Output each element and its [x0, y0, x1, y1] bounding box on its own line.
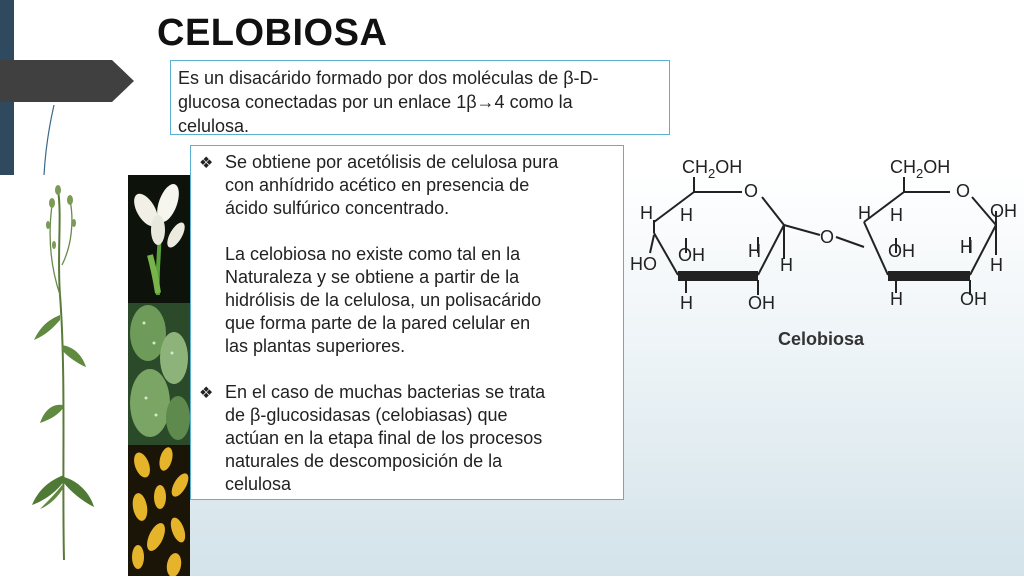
ring1-ch2oh-label: $CH_2OH$	[682, 157, 743, 181]
diamond-bullet-icon: ❖	[199, 385, 214, 402]
ring1-oxygen: O	[744, 181, 759, 201]
diamond-bullet-icon: ❖	[199, 155, 214, 172]
bullet-line: En el caso de muchas bacterias se trata	[225, 382, 546, 402]
bullet-line: celulosa	[225, 474, 292, 494]
glycosidic-bridge-oxygen: O	[820, 227, 835, 247]
decorative-line	[42, 105, 56, 175]
flower-photo	[128, 175, 190, 303]
bullet-line: naturales de descomposición de la	[225, 451, 503, 471]
content-text-box	[190, 145, 624, 500]
title-arrow-decoration	[0, 60, 134, 102]
ring1-oh-label: OH	[678, 245, 705, 265]
photo-strip	[128, 175, 190, 576]
bullet-text	[225, 151, 615, 220]
bullet-line: con anhídrido acético en presencia de	[225, 175, 530, 195]
ring2-oh-label: OH	[960, 289, 987, 309]
ring2-h-label: H	[990, 255, 1003, 275]
paragraph	[225, 243, 615, 358]
ring2-oh-label: OH	[888, 241, 915, 261]
ring1-h-label: H	[748, 241, 761, 261]
ring1-h-label: H	[780, 255, 793, 275]
paragraph-line: hidrólisis de la celulosa, un polisacárido	[225, 290, 542, 310]
ring2-oxygen: O	[956, 181, 971, 201]
ring2-oh-label: OH	[990, 201, 1017, 221]
diagram-caption: Celobiosa	[778, 329, 865, 349]
plant-illustration	[0, 175, 128, 576]
intro-line: Es un disacárido formado por dos moléculas de β-D-	[178, 68, 599, 88]
ring1-ho-label: HO	[630, 254, 657, 274]
cactus-photo	[128, 303, 190, 445]
bullet-text	[225, 381, 615, 496]
ring2-h-label: H	[858, 203, 871, 223]
intro-line: celulosa.	[178, 116, 250, 136]
ring2-h-label: H	[890, 205, 903, 225]
spores-photo	[128, 445, 190, 576]
paragraph-line: La celobiosa no existe como tal en la	[225, 244, 521, 264]
ring2-ch2oh-label: $CH_2OH$	[890, 157, 951, 181]
ring1-h-label: H	[640, 203, 653, 223]
ring1-h-label: H	[680, 205, 693, 225]
ring2-h-label: H	[890, 289, 903, 309]
slide-title: CELOBIOSA	[157, 12, 388, 54]
plant-illustration-panel	[0, 175, 128, 576]
bullet-line: actúan en la etapa final de los procesos	[225, 428, 543, 448]
bullet-item	[199, 151, 615, 220]
bullet-line: de β-glucosidasas (celobiasas) que	[225, 405, 508, 425]
intro-line: glucosa conectadas por un enlace 1β→4 como la	[178, 92, 573, 112]
cellobiose-structure-diagram	[620, 145, 1024, 375]
bullet-line: Se obtiene por acetólisis de celulosa pura	[225, 152, 559, 172]
intro-text-box	[170, 60, 670, 135]
paragraph-line: que forma parte de la pared celular en	[225, 313, 531, 333]
ring1-h-label: H	[680, 293, 693, 313]
paragraph-line: Naturaleza y se obtiene a partir de la	[225, 267, 520, 287]
ring1-oh-label: OH	[748, 293, 775, 313]
ring2-h-label: H	[960, 237, 973, 257]
bullet-item	[199, 381, 615, 496]
paragraph-line: las plantas superiores.	[225, 336, 406, 356]
bullet-line: ácido sulfúrico concentrado.	[225, 198, 450, 218]
